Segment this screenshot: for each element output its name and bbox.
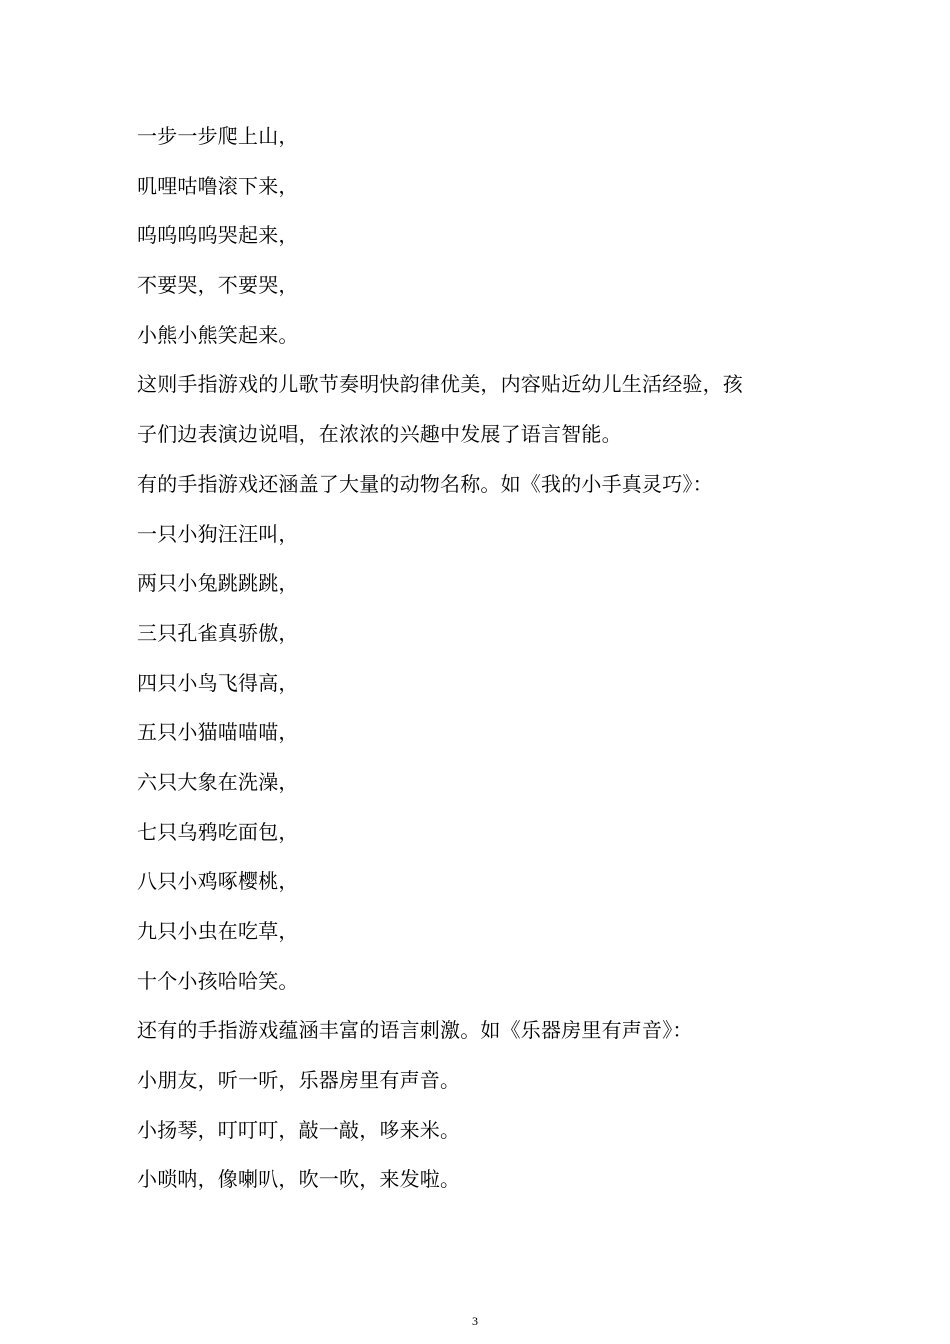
- text-line: 九只小虫在吃草，: [137, 919, 299, 943]
- text-line: 小熊小熊笑起来。: [137, 322, 299, 347]
- page-number: 3: [472, 1314, 478, 1328]
- text-line: 叽哩咕噜滚下来，: [137, 173, 299, 198]
- text-line: 有的手指游戏还涵盖了大量的动物名称。如《我的小手真灵巧》：: [137, 471, 713, 496]
- text-line: 小扬琴，叮叮叮，敲一敲，哆来米。: [137, 1117, 461, 1142]
- text-line: 一步一步爬上山，: [137, 124, 299, 148]
- text-line: 呜呜呜呜哭起来，: [137, 223, 299, 248]
- text-line: 小朋友，听一听，乐器房里有声音。: [137, 1068, 461, 1093]
- text-line: 还有的手指游戏蕴涵丰富的语言刺激。如《乐器房里有声音》：: [137, 1018, 693, 1043]
- text-line: 不要哭，不要哭，: [137, 273, 299, 298]
- text-line: 六只大象在洗澡，: [137, 769, 299, 794]
- text-line: 七只乌鸦吃面包，: [137, 819, 299, 844]
- text-line: 五只小猫喵喵喵，: [137, 720, 299, 745]
- text-line: 八只小鸡啄樱桃，: [137, 869, 299, 894]
- text-line: 两只小兔跳跳跳，: [137, 571, 299, 596]
- text-line: 这则手指游戏的儿歌节奏明快韵律优美，内容贴近幼儿生活经验，孩: [137, 372, 743, 397]
- text-line: 小唢呐，像喇叭，吹一吹，来发啦。: [137, 1167, 461, 1192]
- document-body: [137, 112, 827, 1205]
- text-line: 三只孔雀真骄傲，: [137, 620, 299, 645]
- text-line: 四只小鸟飞得高，: [137, 670, 299, 695]
- text-line: 子们边表演边说唱，在浓浓的兴趣中发展了语言智能。: [137, 422, 622, 447]
- text-line: 一只小狗汪汪叫，: [137, 521, 299, 546]
- text-line: 十个小孩哈哈笑。: [137, 968, 299, 993]
